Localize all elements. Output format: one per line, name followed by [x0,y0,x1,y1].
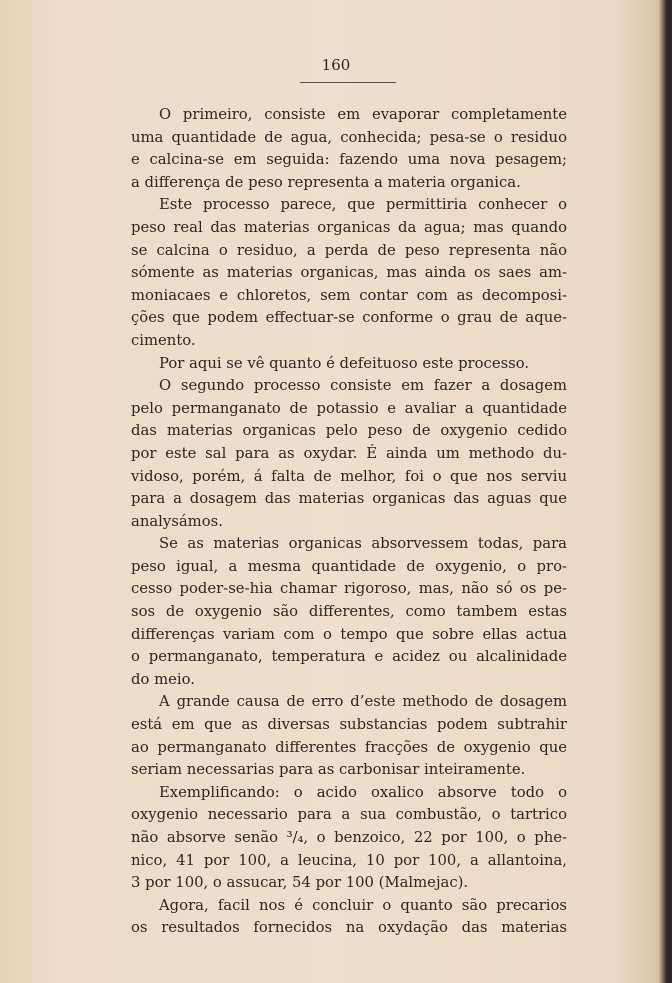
text-line: sos de oxygenio são differentes, como tambem estas [131,603,567,621]
text-line: seriam necessarias para as carbonisar inteiramente. [131,761,526,779]
text-line: cimento. [131,331,196,349]
text-line: do meio. [131,670,195,688]
text-line: e calcina-se em seguida: fazendo uma nova pesagem; [131,151,567,169]
text-line: cesso poder-se-hia chamar rigoroso, mas, não só os pe- [131,580,567,598]
text-line: Este processo parece, que permittiria conhecer o [159,196,567,214]
text-line: oxygenio necessario para a sua combustão, o tartrico [131,806,567,824]
text-line: Por aqui se vê quanto é defeituoso este processo. [159,354,530,372]
text-line: differenças variam com o tempo que sobre ellas actua [131,625,567,643]
text-line: vidoso, porém, á falta de melhor, foi o que nos serviu [131,467,567,485]
text-line: ao permanganato differentes fracções de oxygenio que [131,738,567,756]
text-line: ções que podem effectuar-se conforme o grau de aque- [131,309,567,327]
text-line: Se as materias organicas absorvessem todas, para [159,535,567,553]
page-number: 160 [321,56,351,74]
text-line: O primeiro, consiste em evaporar completamente [159,106,567,123]
text-line: moniacaes e chloretos, sem contar com as decomposi- [131,286,567,304]
text-line: para a dosagem das materias organicas das aguas que [131,490,567,508]
text-line: peso real das materias organicas da agua; mas quando [131,218,567,236]
text-line: 3 por 100, o assucar, 54 por 100 (Malmejac). [131,874,469,892]
text-line: sómente as materias organicas, mas ainda os saes am- [131,264,567,282]
text-line: Exemplificando: o acido oxalico absorve todo o [159,783,567,801]
text-line: das materias organicas pelo peso de oxygenio cedido [131,422,567,440]
text-line: o permanganato, temperatura e acidez ou alcalinidade [131,648,567,666]
text-line: a differença de peso representa a materia organica. [131,173,521,191]
text-line: analysámos. [131,512,223,530]
text-line: peso igual, a mesma quantidade de oxygenio, o pro- [131,557,567,575]
text-line: pelo permanganato de potassio e avaliar a quantidade [131,399,567,417]
text-line: não absorve senão ³/₄, o benzoico, 22 por 100, o phe- [131,829,567,846]
text-line: O segundo processo consiste em fazer a dosagem [159,377,567,395]
text-line: uma quantidade de agua, conhecida; pesa-se o residuo [131,128,567,146]
text-line: Agora, facil nos é concluir o quanto são precarios [159,896,567,914]
text-line: os resultados fornecidos na oxydação das materias [131,919,567,937]
text-line: A grande causa de erro d’este methodo de dosagem [159,693,567,711]
text-line: nico, 41 por 100, a leucina, 10 por 100, a allantoina, [131,851,567,869]
text-line: por este sal para as oxydar. É ainda um methodo du- [131,444,567,462]
body-text [131,104,567,940]
text-line: está em que as diversas substancias podem subtrahir [131,716,567,734]
text-line: se calcina o residuo, a perda de peso representa não [131,241,567,259]
header-rule [300,82,396,83]
